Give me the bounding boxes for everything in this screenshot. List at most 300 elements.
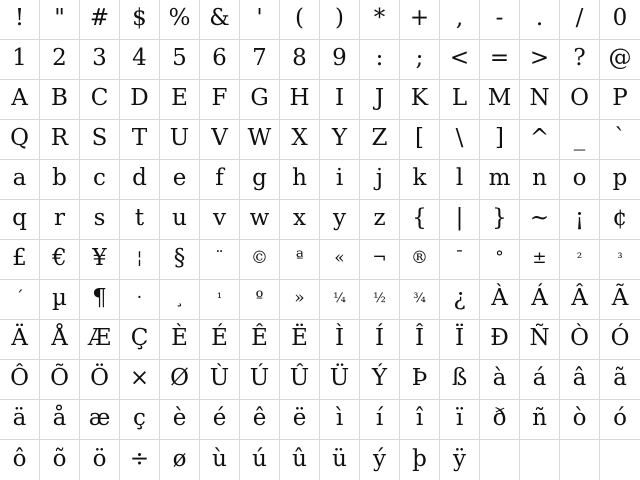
glyph-character: Ü — [329, 365, 350, 391]
glyph-character: [ — [415, 125, 424, 151]
glyph-cell[interactable] — [560, 280, 600, 320]
glyph-character: I — [334, 85, 345, 111]
glyph-cell[interactable] — [320, 400, 360, 440]
glyph-character: Ý — [371, 365, 388, 391]
glyph-cell[interactable] — [0, 440, 40, 480]
glyph-cell[interactable] — [360, 320, 400, 360]
glyph-cell[interactable] — [360, 280, 400, 320]
glyph-cell[interactable] — [40, 320, 80, 360]
glyph-cell[interactable] — [440, 320, 480, 360]
glyph-character: U — [169, 125, 190, 151]
glyph-cell[interactable] — [520, 200, 560, 240]
glyph-character: 9 — [332, 45, 347, 71]
glyph-character: ú — [252, 445, 267, 472]
glyph-cell[interactable] — [280, 160, 320, 200]
glyph-character: ã — [613, 365, 627, 391]
glyph-character: ñ — [532, 405, 547, 431]
glyph-character: w — [249, 205, 270, 231]
glyph-character: , — [455, 5, 464, 31]
glyph-cell[interactable] — [80, 360, 120, 400]
glyph-cell[interactable] — [520, 440, 560, 480]
glyph-cell[interactable] — [520, 120, 560, 160]
glyph-character: h — [292, 165, 307, 191]
glyph-cell[interactable] — [240, 240, 280, 280]
glyph-cell[interactable] — [120, 0, 160, 40]
glyph-cell[interactable] — [120, 120, 160, 160]
glyph-cell[interactable] — [40, 0, 80, 40]
glyph-character: é — [212, 405, 227, 431]
glyph-character: ^ — [529, 125, 550, 151]
glyph-character: £ — [12, 245, 27, 271]
glyph-character: æ — [88, 405, 111, 431]
glyph-cell[interactable] — [80, 280, 120, 320]
glyph-cell[interactable] — [200, 160, 240, 200]
glyph-cell[interactable] — [80, 200, 120, 240]
glyph-cell[interactable] — [400, 280, 440, 320]
glyph-cell[interactable] — [560, 160, 600, 200]
glyph-cell[interactable] — [400, 400, 440, 440]
glyph-cell[interactable] — [160, 280, 200, 320]
glyph-character: È — [171, 325, 188, 351]
glyph-character: i — [335, 165, 344, 191]
glyph-cell[interactable] — [0, 400, 40, 440]
glyph-character: å — [52, 405, 67, 431]
glyph-character: x — [293, 205, 306, 231]
glyph-character: J — [374, 85, 385, 111]
glyph-character: Ó — [610, 325, 630, 351]
glyph-character: P — [612, 85, 628, 111]
glyph-cell[interactable] — [160, 80, 200, 120]
glyph-cell[interactable] — [360, 80, 400, 120]
glyph-cell[interactable] — [0, 80, 40, 120]
glyph-cell[interactable] — [240, 400, 280, 440]
glyph-character: 6 — [212, 45, 227, 71]
glyph-cell[interactable] — [240, 0, 280, 40]
glyph-character: Ñ — [529, 325, 550, 351]
glyph-cell[interactable] — [520, 40, 560, 80]
glyph-cell[interactable] — [160, 120, 200, 160]
glyph-cell[interactable] — [280, 320, 320, 360]
glyph-character: ± — [532, 248, 547, 268]
glyph-cell[interactable] — [160, 320, 200, 360]
glyph-character: € — [52, 245, 67, 271]
glyph-character: R — [50, 125, 69, 151]
glyph-character: Á — [531, 285, 548, 311]
glyph-cell[interactable] — [280, 440, 320, 480]
glyph-cell[interactable] — [240, 280, 280, 320]
glyph-character: « — [334, 248, 345, 268]
glyph-cell[interactable] — [200, 80, 240, 120]
glyph-cell[interactable] — [440, 200, 480, 240]
glyph-character: j — [375, 165, 384, 191]
glyph-cell[interactable] — [400, 200, 440, 240]
glyph-character: Ø — [170, 365, 189, 391]
glyph-character: A — [11, 85, 28, 111]
glyph-character: > — [529, 45, 550, 71]
glyph-cell[interactable] — [200, 0, 240, 40]
glyph-character: 4 — [132, 45, 147, 71]
glyph-character: g — [252, 165, 267, 191]
glyph-cell[interactable] — [440, 0, 480, 40]
glyph-character: ï — [455, 405, 464, 431]
glyph-cell[interactable] — [0, 0, 40, 40]
glyph-cell[interactable] — [560, 440, 600, 480]
glyph-character: ¡ — [574, 205, 585, 231]
glyph-cell[interactable] — [560, 240, 600, 280]
glyph-cell[interactable] — [600, 160, 640, 200]
glyph-cell[interactable] — [120, 360, 160, 400]
glyph-cell[interactable] — [400, 160, 440, 200]
glyph-character: _ — [573, 125, 586, 151]
glyph-cell[interactable] — [400, 240, 440, 280]
glyph-cell[interactable] — [200, 400, 240, 440]
glyph-cell[interactable] — [320, 0, 360, 40]
glyph-cell[interactable] — [400, 440, 440, 480]
glyph-cell[interactable] — [480, 120, 520, 160]
glyph-cell[interactable] — [480, 240, 520, 280]
glyph-cell[interactable] — [40, 400, 80, 440]
glyph-character: e — [172, 165, 187, 191]
glyph-cell[interactable] — [320, 320, 360, 360]
glyph-cell[interactable] — [360, 360, 400, 400]
glyph-character: ` — [614, 125, 626, 151]
glyph-character: * — [373, 5, 386, 31]
glyph-cell[interactable] — [240, 200, 280, 240]
glyph-cell[interactable] — [0, 280, 40, 320]
glyph-cell[interactable] — [520, 240, 560, 280]
glyph-cell[interactable] — [560, 400, 600, 440]
glyph-cell[interactable] — [120, 240, 160, 280]
glyph-cell[interactable] — [80, 320, 120, 360]
glyph-character: Ì — [334, 325, 345, 351]
glyph-cell[interactable] — [520, 160, 560, 200]
glyph-cell[interactable] — [320, 40, 360, 80]
glyph-cell[interactable] — [120, 80, 160, 120]
glyph-cell[interactable] — [400, 120, 440, 160]
glyph-character: f — [215, 165, 224, 191]
glyph-cell[interactable] — [480, 400, 520, 440]
glyph-character: ! — [14, 5, 25, 31]
glyph-cell[interactable] — [480, 360, 520, 400]
glyph-cell[interactable] — [120, 200, 160, 240]
glyph-cell[interactable] — [600, 200, 640, 240]
glyph-cell[interactable] — [560, 320, 600, 360]
glyph-cell[interactable] — [240, 40, 280, 80]
glyph-cell[interactable] — [440, 240, 480, 280]
glyph-cell[interactable] — [600, 80, 640, 120]
glyph-character: Ï — [454, 325, 465, 351]
glyph-cell[interactable] — [440, 280, 480, 320]
glyph-cell[interactable] — [600, 280, 640, 320]
glyph-character: ¿ — [453, 285, 466, 311]
glyph-cell[interactable] — [600, 360, 640, 400]
glyph-character: l — [455, 165, 464, 191]
glyph-character: m — [488, 165, 511, 191]
glyph-character: ù — [212, 445, 227, 472]
glyph-cell[interactable] — [160, 0, 200, 40]
glyph-cell[interactable] — [440, 400, 480, 440]
glyph-cell[interactable] — [80, 440, 120, 480]
glyph-cell[interactable] — [440, 160, 480, 200]
glyph-character: õ — [52, 445, 67, 472]
glyph-cell[interactable] — [600, 240, 640, 280]
glyph-cell[interactable] — [600, 320, 640, 360]
glyph-cell[interactable] — [320, 80, 360, 120]
glyph-cell[interactable] — [80, 120, 120, 160]
glyph-character: ý — [373, 445, 386, 472]
glyph-cell[interactable] — [240, 160, 280, 200]
glyph-cell[interactable] — [80, 40, 120, 80]
glyph-cell[interactable] — [600, 120, 640, 160]
glyph-cell[interactable] — [200, 240, 240, 280]
glyph-cell[interactable] — [520, 0, 560, 40]
glyph-cell[interactable] — [560, 40, 600, 80]
glyph-cell[interactable] — [200, 280, 240, 320]
glyph-cell[interactable] — [200, 360, 240, 400]
glyph-character: $ — [132, 5, 147, 31]
glyph-character: ª — [295, 248, 304, 268]
glyph-cell[interactable] — [80, 0, 120, 40]
glyph-cell[interactable] — [440, 120, 480, 160]
glyph-cell[interactable] — [440, 80, 480, 120]
glyph-character: ò — [572, 405, 587, 431]
glyph-cell[interactable] — [200, 40, 240, 80]
glyph-cell[interactable] — [320, 160, 360, 200]
glyph-cell[interactable] — [80, 160, 120, 200]
glyph-cell[interactable] — [40, 240, 80, 280]
glyph-character: ) — [335, 5, 344, 31]
glyph-character: ² — [576, 251, 583, 266]
glyph-character: 7 — [252, 45, 267, 71]
glyph-cell[interactable] — [480, 320, 520, 360]
glyph-character: B — [51, 85, 68, 111]
glyph-cell[interactable] — [360, 0, 400, 40]
glyph-character: è — [172, 405, 187, 431]
glyph-cell[interactable] — [400, 360, 440, 400]
glyph-character: Ç — [130, 325, 149, 351]
glyph-character: ö — [92, 445, 107, 472]
glyph-cell[interactable] — [360, 240, 400, 280]
glyph-character: X — [291, 125, 308, 151]
glyph-cell[interactable] — [120, 160, 160, 200]
glyph-cell[interactable] — [440, 40, 480, 80]
glyph-cell[interactable] — [280, 200, 320, 240]
glyph-cell[interactable] — [120, 320, 160, 360]
glyph-cell[interactable] — [0, 320, 40, 360]
glyph-cell[interactable] — [360, 400, 400, 440]
glyph-character: . — [535, 5, 544, 31]
glyph-cell[interactable] — [40, 360, 80, 400]
glyph-cell[interactable] — [240, 320, 280, 360]
glyph-cell[interactable] — [200, 200, 240, 240]
glyph-cell[interactable] — [280, 0, 320, 40]
glyph-character: ~ — [529, 205, 550, 231]
glyph-cell[interactable] — [120, 440, 160, 480]
glyph-cell[interactable] — [320, 440, 360, 480]
glyph-character: ÿ — [453, 445, 466, 472]
glyph-cell[interactable] — [600, 0, 640, 40]
glyph-cell[interactable] — [520, 80, 560, 120]
glyph-character: ¦ — [136, 248, 143, 268]
glyph-cell[interactable] — [400, 320, 440, 360]
glyph-character: Ô — [10, 365, 29, 391]
glyph-character: Þ — [411, 365, 428, 391]
glyph-cell[interactable] — [160, 200, 200, 240]
glyph-character: ó — [613, 405, 627, 431]
glyph-cell[interactable] — [80, 240, 120, 280]
glyph-character: µ — [52, 285, 67, 311]
glyph-character: s — [93, 205, 106, 231]
glyph-cell[interactable] — [360, 440, 400, 480]
glyph-character: Û — [289, 365, 310, 391]
glyph-cell[interactable] — [480, 160, 520, 200]
glyph-cell[interactable] — [600, 440, 640, 480]
glyph-character: @ — [608, 45, 632, 71]
glyph-cell[interactable] — [160, 440, 200, 480]
glyph-character: ì — [335, 405, 344, 431]
glyph-cell[interactable] — [280, 120, 320, 160]
glyph-character: û — [292, 445, 307, 472]
glyph-character: p — [612, 165, 628, 191]
glyph-cell[interactable] — [600, 40, 640, 80]
glyph-cell[interactable] — [40, 440, 80, 480]
glyph-character: ô — [12, 445, 27, 472]
glyph-character: y — [333, 205, 346, 231]
glyph-cell[interactable] — [520, 400, 560, 440]
glyph-cell[interactable] — [160, 160, 200, 200]
glyph-cell[interactable] — [480, 40, 520, 80]
glyph-cell[interactable] — [520, 320, 560, 360]
glyph-cell[interactable] — [40, 80, 80, 120]
glyph-cell[interactable] — [440, 440, 480, 480]
glyph-character: ¬ — [372, 248, 387, 268]
glyph-cell[interactable] — [120, 280, 160, 320]
glyph-cell[interactable] — [240, 440, 280, 480]
glyph-character: Ã — [611, 285, 629, 311]
glyph-cell[interactable] — [480, 440, 520, 480]
glyph-cell[interactable] — [200, 440, 240, 480]
glyph-cell[interactable] — [560, 0, 600, 40]
glyph-character: a — [12, 165, 27, 191]
glyph-cell[interactable] — [240, 360, 280, 400]
glyph-cell[interactable] — [360, 160, 400, 200]
glyph-cell[interactable] — [280, 240, 320, 280]
glyph-cell[interactable] — [600, 400, 640, 440]
glyph-cell[interactable] — [520, 360, 560, 400]
glyph-character: t — [134, 205, 145, 231]
glyph-cell[interactable] — [240, 120, 280, 160]
glyph-cell[interactable] — [440, 360, 480, 400]
glyph-cell[interactable] — [0, 200, 40, 240]
glyph-cell[interactable] — [560, 80, 600, 120]
glyph-character: = — [489, 45, 510, 71]
glyph-cell[interactable] — [280, 400, 320, 440]
glyph-cell[interactable] — [320, 200, 360, 240]
glyph-cell[interactable] — [120, 40, 160, 80]
glyph-character: ÷ — [129, 445, 150, 472]
glyph-cell[interactable] — [120, 400, 160, 440]
glyph-cell[interactable] — [360, 40, 400, 80]
glyph-cell[interactable] — [280, 360, 320, 400]
glyph-character: À — [491, 285, 508, 311]
glyph-character: ¢ — [612, 205, 628, 231]
glyph-cell[interactable] — [400, 40, 440, 80]
glyph-character: î — [415, 405, 424, 431]
glyph-cell[interactable] — [160, 360, 200, 400]
glyph-cell[interactable] — [160, 240, 200, 280]
glyph-character: Ù — [209, 365, 230, 391]
glyph-cell[interactable] — [160, 400, 200, 440]
glyph-character: 3 — [92, 45, 107, 71]
glyph-cell[interactable] — [80, 80, 120, 120]
glyph-character: Â — [571, 285, 588, 311]
glyph-cell[interactable] — [320, 360, 360, 400]
glyph-character: ¹ — [216, 291, 223, 306]
glyph-character: » — [294, 288, 305, 308]
glyph-cell[interactable] — [480, 0, 520, 40]
glyph-cell[interactable] — [320, 120, 360, 160]
glyph-character: Ë — [291, 325, 308, 351]
glyph-cell[interactable] — [360, 120, 400, 160]
glyph-cell[interactable] — [400, 0, 440, 40]
glyph-cell[interactable] — [40, 200, 80, 240]
glyph-cell[interactable] — [480, 280, 520, 320]
glyph-cell[interactable] — [280, 40, 320, 80]
glyph-cell[interactable] — [40, 160, 80, 200]
glyph-cell[interactable] — [360, 200, 400, 240]
glyph-cell[interactable] — [280, 80, 320, 120]
glyph-cell[interactable] — [480, 200, 520, 240]
glyph-character: Ð — [490, 325, 509, 351]
glyph-character: q — [12, 205, 27, 231]
glyph-character: ¥ — [92, 245, 107, 271]
glyph-character: ä — [12, 405, 27, 431]
glyph-cell[interactable] — [240, 80, 280, 120]
glyph-cell[interactable] — [0, 240, 40, 280]
glyph-character: Å — [51, 325, 68, 351]
glyph-cell[interactable] — [520, 280, 560, 320]
glyph-cell[interactable] — [400, 80, 440, 120]
glyph-cell[interactable] — [0, 360, 40, 400]
glyph-cell[interactable] — [560, 120, 600, 160]
glyph-cell[interactable] — [320, 280, 360, 320]
glyph-character: 2 — [52, 45, 67, 71]
glyph-cell[interactable] — [160, 40, 200, 80]
glyph-character: # — [89, 5, 110, 31]
glyph-character: < — [449, 45, 470, 71]
glyph-cell[interactable] — [560, 200, 600, 240]
glyph-cell[interactable] — [40, 120, 80, 160]
glyph-cell[interactable] — [280, 280, 320, 320]
glyph-character: d — [132, 165, 147, 191]
glyph-cell[interactable] — [200, 120, 240, 160]
glyph-character: ë — [292, 405, 307, 431]
glyph-cell[interactable] — [320, 240, 360, 280]
glyph-cell[interactable] — [0, 40, 40, 80]
glyph-cell[interactable] — [480, 80, 520, 120]
glyph-cell[interactable] — [40, 280, 80, 320]
glyph-cell[interactable] — [0, 120, 40, 160]
glyph-character: 0 — [612, 5, 628, 31]
glyph-character: / — [575, 5, 584, 31]
glyph-character: v — [213, 205, 226, 231]
glyph-cell[interactable] — [200, 320, 240, 360]
glyph-cell[interactable] — [80, 400, 120, 440]
glyph-cell[interactable] — [560, 360, 600, 400]
glyph-character: Î — [414, 325, 425, 351]
glyph-cell[interactable] — [40, 40, 80, 80]
glyph-cell[interactable] — [0, 160, 40, 200]
